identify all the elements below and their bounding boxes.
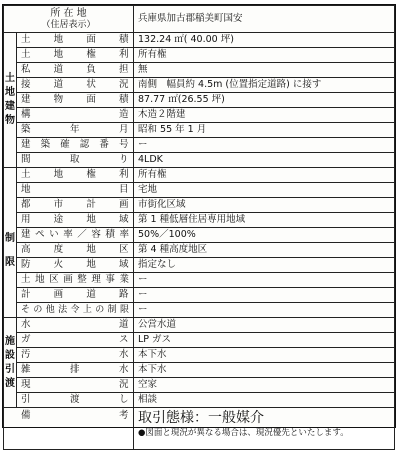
row-value: 第 1 種低層住居専用地域 [134,213,395,228]
row-value: 4LDK [134,153,395,168]
row-value: 相談 [134,393,395,408]
section-char: 土 [5,73,15,84]
row-value: 本下水 [134,348,395,363]
remarks-cell [134,408,395,450]
spec-row [4,213,395,228]
row-label: 私 道 負 担 [17,63,134,78]
row-label: 水 道 [17,318,134,333]
section-char: 設 [5,349,15,361]
spec-row [4,33,395,48]
row-value: 本下水 [134,363,395,378]
row-value: 所有権 [134,48,395,63]
spec-row [4,138,395,153]
section-char: 物 [5,115,15,126]
address-row [4,6,395,33]
section-char: 施 [5,335,15,347]
section-char: 引 [5,363,15,375]
row-value: ー [134,288,395,303]
spec-row [4,363,395,378]
row-label: 建ぺい率／容積率 [17,228,134,243]
section-facilities-delivery [4,318,17,408]
remarks-disclaimer: ●図面と現況が異なる場合は、現況優先といたします。 [138,428,349,438]
row-label: 接 道 状 況 [17,78,134,93]
spec-row [4,168,395,183]
row-label: 間 取 り [17,153,134,168]
row-label: 土地区画整理事業 [17,273,134,288]
remarks-row [4,408,395,450]
spec-row [4,48,395,63]
row-label: 建 物 面 積 [17,93,134,108]
address-sublabel: （住居表示） [41,19,96,30]
spec-row [4,183,395,198]
row-value: ー [134,303,395,318]
section-char: 地 [5,87,15,98]
address-label: 所 在 地 [50,7,87,19]
row-label: 汚 水 [17,348,134,363]
row-value: ー [134,273,395,288]
spec-row [4,288,395,303]
spec-row [4,258,395,273]
row-label: 地 目 [17,183,134,198]
section-char: 渡 [5,377,15,389]
row-value: 公営水道 [134,318,395,333]
spec-row [4,318,395,333]
row-label: 高 度 地 区 [17,243,134,258]
spec-row [4,348,395,363]
row-value: ー [134,138,395,153]
row-value: 昭和 55 年 1 月 [134,123,395,138]
row-label: 土 地 面 積 [17,33,134,48]
section-char: 限 [5,256,15,268]
row-value: 50%／100% [134,228,395,243]
spec-row [4,243,395,258]
row-label: 築 年 月 [17,123,134,138]
section-restrictions [4,168,17,318]
spec-row [4,273,395,288]
spec-row [4,153,395,168]
spec-row [4,333,395,348]
row-label: ガ ス [17,333,134,348]
section-land-building [4,33,17,168]
spec-row [4,393,395,408]
spec-row [4,198,395,213]
row-label: 土 地 権 利 [17,168,134,183]
row-label: 構 造 [17,108,134,123]
address-value: 兵庫県加古郡稲美町国安 [134,6,395,33]
row-value: 木造２階建 [134,108,395,123]
row-label: 建築確認番号 [17,138,134,153]
row-label: 防 火 地 域 [17,258,134,273]
section-char: 建 [5,101,15,112]
row-value: LP ガス [134,333,395,348]
row-value: 宅地 [134,183,395,198]
row-value: 第 4 種高度地区 [134,243,395,258]
address-label-cell [4,6,134,33]
row-label: 都 市 計 画 [17,198,134,213]
spec-row [4,93,395,108]
remarks-transaction-type: 取引態様：一般媒介 [138,410,265,426]
row-value: 87.77 ㎡(26.55 坪) [134,93,395,108]
spec-row [4,123,395,138]
property-spec-sheet [2,4,396,438]
row-value: 市街化区域 [134,198,395,213]
remarks-label: 備 考 [4,408,134,450]
row-label: 土 地 権 利 [17,48,134,63]
section-char: 制 [5,232,15,244]
spec-row [4,108,395,123]
property-spec-table [3,5,395,450]
row-value: 空家 [134,378,395,393]
row-label: 引 渡 し [17,393,134,408]
row-label: 現 況 [17,378,134,393]
row-value: 指定なし [134,258,395,273]
row-label: 計 画 道 路 [17,288,134,303]
spec-row [4,63,395,78]
row-label: その他法令上の制限 [17,303,134,318]
row-label: 用 途 地 域 [17,213,134,228]
row-value: 無 [134,63,395,78]
row-value: 所有権 [134,168,395,183]
row-label: 雑 排 水 [17,363,134,378]
spec-row [4,378,395,393]
spec-row [4,303,395,318]
spec-row [4,228,395,243]
row-value: 132.24 ㎡( 40.00 坪) [134,33,395,48]
spec-row [4,78,395,93]
row-value: 南側 幅員約 4.5m (位置指定道路) に接す [134,78,395,93]
